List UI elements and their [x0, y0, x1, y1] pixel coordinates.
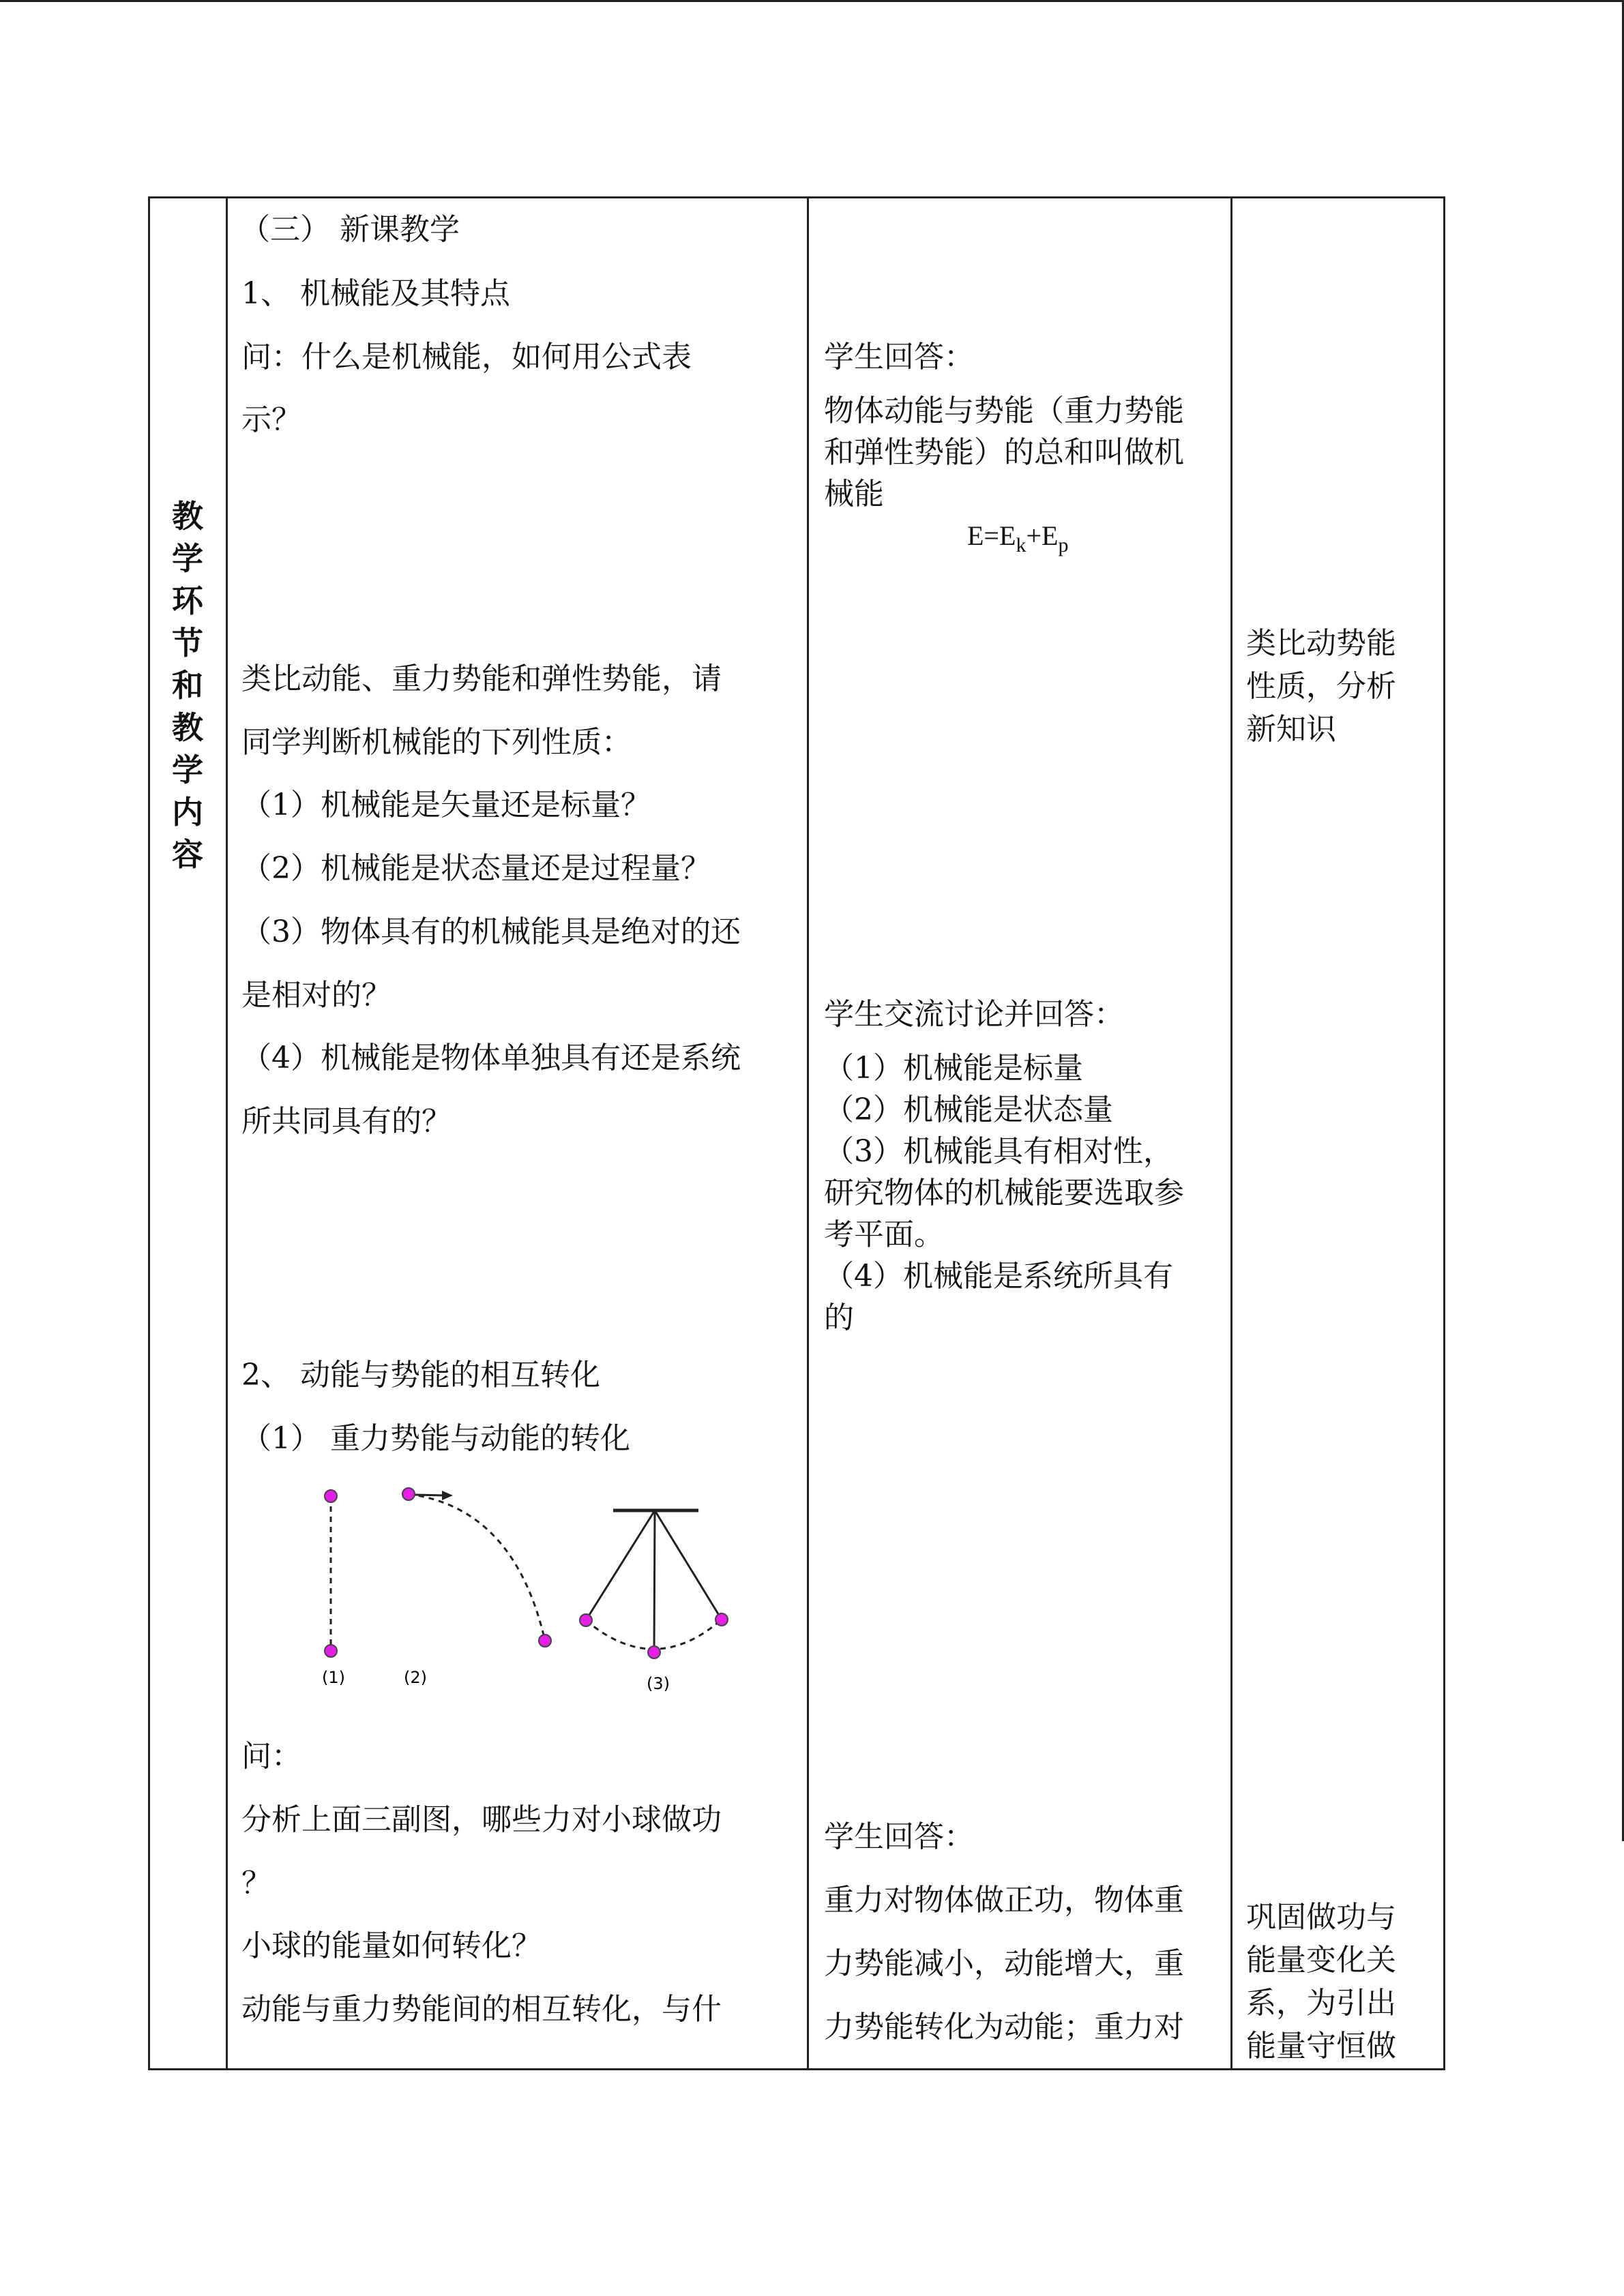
pendulum-string-center	[654, 1510, 655, 1652]
topic-heading-1: 1、 机械能及其特点	[241, 276, 510, 311]
answer-3-line-1: 重力对物体做正功，物体重	[824, 1883, 1184, 1918]
question-1-line-2: 示？	[241, 402, 301, 437]
analogy-intro-line-1: 类比动能、重力势能和弹性势能，请	[241, 661, 722, 696]
figure-label-3: (3)	[647, 1674, 670, 1693]
answer-2-item-1: （1）机械能是标量	[824, 1051, 1083, 1086]
topic-subheading: （1） 重力势能与动能的转化	[241, 1421, 630, 1456]
intent-2-line-1: 巩固做功与	[1246, 1900, 1396, 1935]
design-intent-cell	[1232, 198, 1443, 2068]
intent-1-line-3: 新知识	[1246, 712, 1336, 747]
answer-3-line-3: 力势能转化为动能；重力对	[824, 2010, 1184, 2044]
projectile-path	[409, 1494, 545, 1641]
question-4: 动能与重力势能间的相互转化，与什	[241, 1992, 722, 2027]
ball-launch	[402, 1488, 415, 1500]
ball-motion-figure	[255, 1474, 773, 1699]
answer-2-item-4-line-2: 的	[824, 1300, 854, 1335]
answer-2-item-3-line-2: 研究物体的机械能要选取参	[824, 1176, 1184, 1210]
velocity-arrow-head	[442, 1491, 453, 1500]
answer-1-line-3: 械能	[824, 477, 884, 511]
answer-1-line-2: 和弹性势能）的总和叫做机	[824, 435, 1184, 470]
property-question-4-line-1: （4）机械能是物体单独具有还是系统	[241, 1041, 741, 1075]
intent-1-line-2: 性质，分析	[1246, 669, 1396, 704]
property-question-3-line-2: 是相对的？	[241, 978, 392, 1013]
property-question-1: （1）机械能是矢量还是标量？	[241, 788, 651, 822]
intent-2-line-2: 能量变化关	[1246, 1943, 1396, 1978]
question-2-line-2: ？	[241, 1866, 271, 1900]
answer-1-line-1: 物体动能与势能（重力势能	[824, 393, 1184, 428]
answer-3-line-2: 力势能减小，动能增大，重	[824, 1946, 1184, 1981]
teaching-content-cell	[228, 198, 807, 2068]
question-2-label: 问：	[241, 1739, 301, 1774]
ball-top	[325, 1490, 337, 1502]
pendulum-ball-left	[580, 1614, 592, 1626]
answer-2-item-4-line-1: （4）机械能是系统所具有	[824, 1259, 1173, 1294]
pendulum-ball-right	[715, 1613, 728, 1626]
ball-landing	[539, 1635, 551, 1647]
top-border	[0, 0, 1624, 2]
property-question-4-line-2: 所共同具有的？	[241, 1104, 452, 1139]
question-1-line-1: 问：什么是机械能，如何用公式表	[241, 340, 692, 374]
answer-2-label: 学生交流讨论并回答：	[824, 997, 1124, 1032]
property-question-3-line-1: （3）物体具有的机械能具是绝对的还	[241, 914, 741, 949]
answer-2-item-3-line-1: （3）机械能具有相对性，	[824, 1134, 1173, 1169]
pendulum-string-right	[655, 1510, 722, 1620]
answer-1-label: 学生回答：	[824, 340, 974, 374]
topic-heading-2: 2、 动能与势能的相互转化	[241, 1358, 600, 1392]
analogy-intro-line-2: 同学判断机械能的下列性质：	[241, 725, 632, 760]
energy-formula: $E=E_k+E_p$	[967, 520, 1069, 556]
student-activity-cell	[809, 198, 1230, 2068]
pendulum-string-left	[586, 1510, 655, 1620]
intent-1-line-1: 类比动势能	[1246, 626, 1396, 661]
pendulum-ball-bottom	[648, 1646, 660, 1658]
lesson-table	[148, 196, 1445, 2070]
ball-bottom	[325, 1645, 337, 1657]
section-label-cell	[150, 198, 226, 2068]
answer-2-item-2: （2）机械能是状态量	[824, 1092, 1113, 1127]
figure-label-2: (2)	[404, 1668, 427, 1687]
section-label: 教学环节和教学内容	[172, 498, 203, 873]
answer-3-label: 学生回答：	[824, 1819, 974, 1854]
answer-2-item-3-line-3: 考平面。	[824, 1217, 944, 1252]
intent-2-line-4: 能量守恒做	[1246, 2029, 1396, 2063]
question-3: 小球的能量如何转化？	[241, 1928, 542, 1963]
section-heading: （三） 新课教学	[240, 212, 460, 247]
property-question-2: （2）机械能是状态量还是过程量？	[241, 851, 711, 886]
intent-2-line-3: 系，为引出	[1246, 1986, 1396, 2021]
question-2-line-1: 分析上面三副图，哪些力对小球做功	[241, 1802, 722, 1837]
figure-label-1: (1)	[322, 1668, 345, 1687]
